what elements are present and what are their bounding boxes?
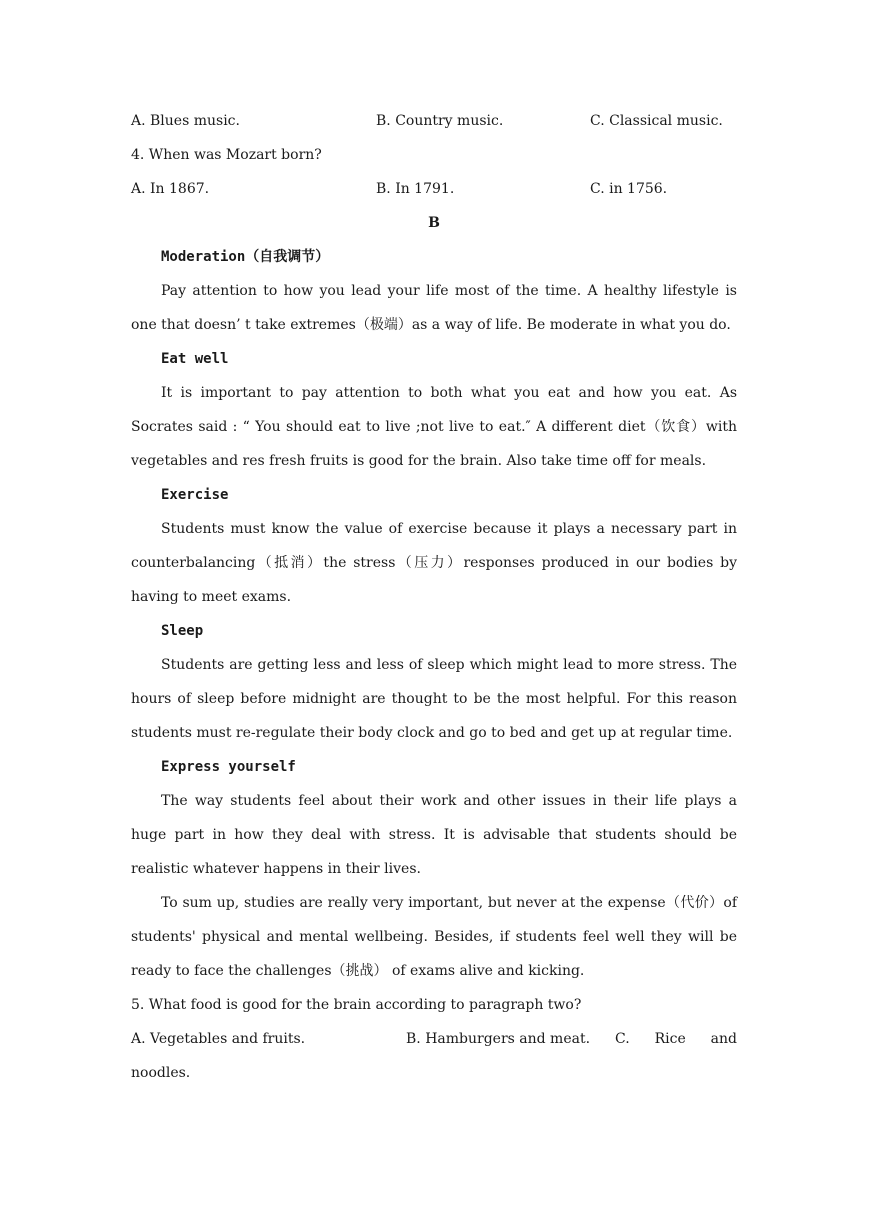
document-page	[131, 104, 737, 1090]
q5-option-b: B. Hamburgers and meat.	[406, 1031, 591, 1047]
paragraph-sleep: Students are getting less and less of sleep which might lead to more stress. The hours of sleep before midnight are thought to be the most helpful. For this reason students must re-regulate their body clock and go to bed and get up at regular time.	[131, 657, 737, 741]
q4-option-c: C. in 1756.	[590, 181, 668, 197]
q3-options	[131, 104, 737, 138]
paragraph-express-yourself: The way students feel about their work and other issues in their life plays a huge part in how they deal with stress. It is advisable that students should be realistic whatever happens in their lives.	[131, 793, 737, 877]
q4-option-b: B. In 1791.	[376, 181, 455, 197]
heading-sleep: Sleep	[161, 623, 204, 639]
q4-question: 4. When was Mozart born?	[131, 147, 322, 163]
q4-options	[131, 172, 737, 206]
paragraph-eat-well: It is important to pay attention to both what you eat and how you eat. As Socrates said : “ You should eat to live ;not live to eat.″ A different diet（饮食）with vegetables and res fresh fruits is good for the brain. Also take time off for meals.	[131, 385, 737, 469]
q5-options	[131, 1022, 737, 1056]
paragraph-exercise: Students must know the value of exercise because it plays a necessary part in counterbalancing（抵消）the stress（压力）responses produced in our bodies by having to meet exams.	[131, 521, 737, 605]
q5-option-a: A. Vegetables and fruits.	[131, 1031, 306, 1047]
q5-option-c: C. Rice and	[615, 1031, 737, 1047]
q3-option-b: B. Country music.	[376, 113, 504, 129]
q4-option-a: A. In 1867.	[131, 181, 210, 197]
q3-option-c: C. Classical music.	[590, 113, 723, 129]
paragraph-moderation: Pay attention to how you lead your life most of the time. A healthy lifestyle is one that doesn’ t take extremes（极端）as a way of life. Be moderate in what you do.	[131, 283, 737, 333]
paragraph-summary: To sum up, studies are really very important, but never at the expense（代价）of students' physical and mental wellbeing. Besides, if students feel well they will be ready to face the challenges（挑战） of exams alive and kicking.	[131, 895, 737, 979]
q3-option-a: A. Blues music.	[131, 113, 240, 129]
heading-moderation: Moderation（自我调节）	[161, 249, 330, 265]
heading-exercise: Exercise	[161, 487, 229, 503]
q5-option-c-continued: noodles.	[131, 1065, 191, 1081]
heading-express-yourself: Express yourself	[161, 759, 296, 775]
heading-eat-well: Eat well	[161, 351, 229, 367]
q5-question: 5. What food is good for the brain according to paragraph two?	[131, 997, 582, 1013]
section-label: B	[428, 215, 440, 231]
